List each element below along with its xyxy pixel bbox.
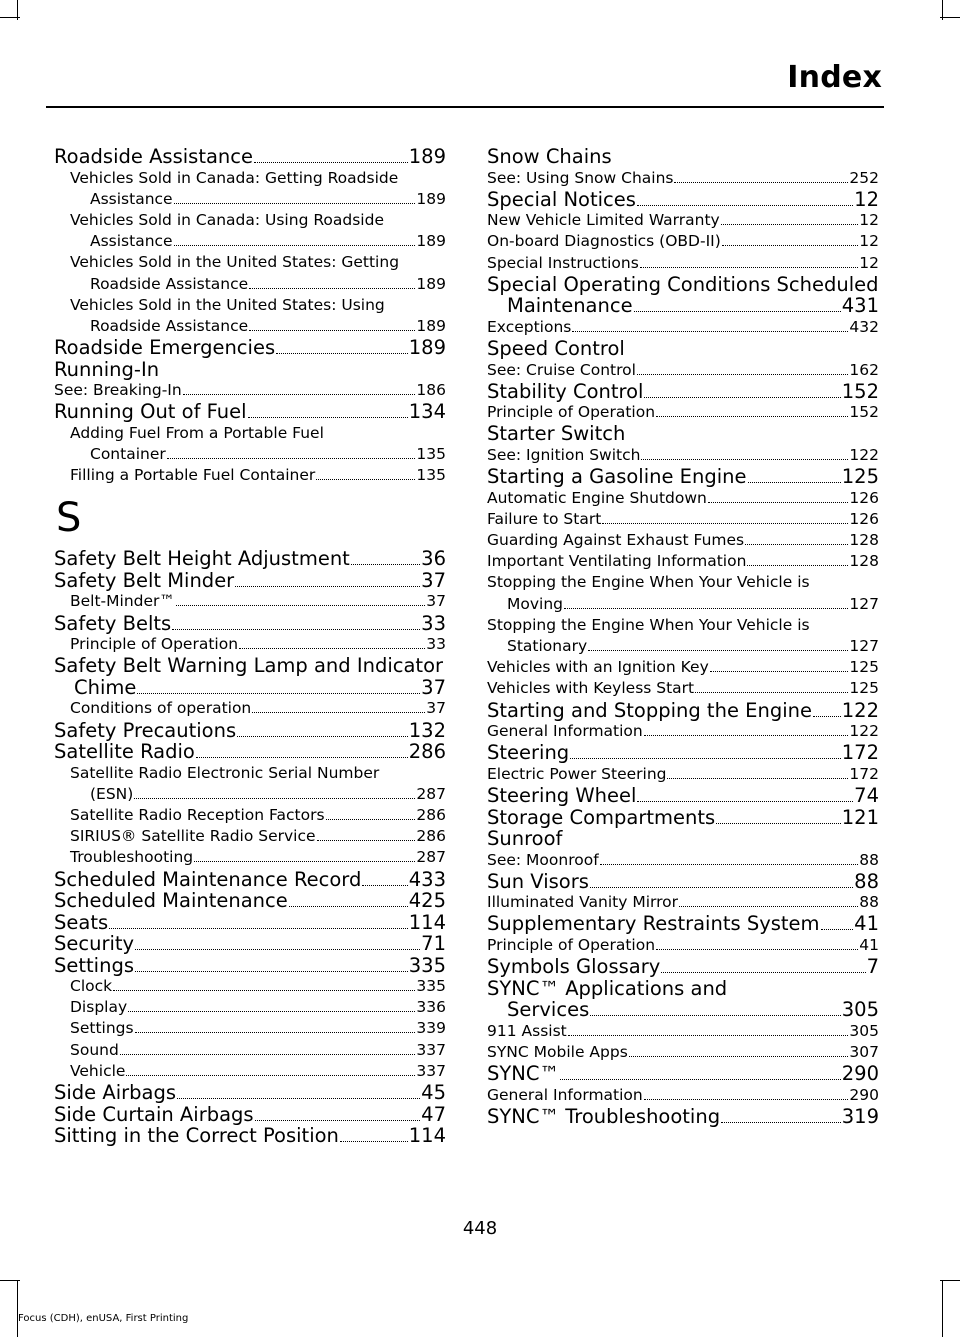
index-subentry[interactable]: Satellite Radio Electronic Serial Number (ESN) 287 bbox=[70, 763, 446, 803]
index-subentry[interactable]: Sound 337 bbox=[70, 1040, 446, 1059]
index-entry[interactable]: SYNC™ 290 bbox=[487, 1062, 879, 1086]
index-subentry[interactable]: Filling a Portable Fuel Container 135 bbox=[70, 466, 446, 485]
index-subentry[interactable]: Vehicles Sold in Canada: Using Roadside Assistance 189 bbox=[70, 210, 446, 251]
index-column-left bbox=[54, 146, 446, 1147]
index-subentry[interactable]: Principle of Operation 33 bbox=[70, 635, 446, 654]
index-subentry[interactable]: On-board Diagnostics (OBD-II) 12 bbox=[487, 232, 879, 251]
index-entry[interactable]: Security 71 bbox=[54, 932, 446, 956]
index-subentry[interactable]: Principle of Operation 152 bbox=[487, 403, 879, 422]
index-entry[interactable]: Scheduled Maintenance Record 433 bbox=[54, 867, 446, 891]
index-subentry[interactable]: Special Instructions 12 bbox=[487, 253, 879, 272]
index-entry: Running-In bbox=[54, 357, 160, 381]
index-subentry[interactable]: Settings 339 bbox=[70, 1019, 446, 1038]
index-subentry[interactable]: See: Cruise Control 162 bbox=[487, 360, 879, 379]
index-subentry[interactable]: Conditions of operation 37 bbox=[70, 699, 446, 718]
page-title: Index bbox=[787, 60, 882, 95]
index-entry[interactable]: Scheduled Maintenance 425 bbox=[54, 889, 446, 913]
index-subentry[interactable]: SYNC Mobile Apps 307 bbox=[487, 1042, 879, 1061]
index-entry[interactable]: Storage Compartments 121 bbox=[487, 805, 879, 829]
crop-mark bbox=[942, 1280, 943, 1337]
index-entry[interactable]: Special Operating Conditions Scheduled Maintenance 431 bbox=[487, 272, 879, 318]
index-subentry[interactable]: See: Breaking-In 186 bbox=[54, 381, 446, 400]
index-subentry[interactable]: Principle of Operation 41 bbox=[487, 935, 879, 954]
index-entry[interactable]: Sitting in the Correct Position 114 bbox=[54, 1124, 446, 1148]
index-subentry[interactable]: Important Ventilating Information 128 bbox=[487, 552, 879, 571]
index-subentry[interactable]: Vehicles with Keyless Start 125 bbox=[487, 679, 879, 698]
index-entry[interactable]: Starting and Stopping the Engine 122 bbox=[487, 698, 879, 722]
index-entry[interactable]: Roadside Assistance 189 bbox=[54, 145, 446, 168]
index-subentry[interactable]: See: Ignition Switch 122 bbox=[487, 445, 879, 464]
index-subentry[interactable]: Clock 335 bbox=[70, 977, 446, 996]
index-subentry[interactable]: Illuminated Vanity Mirror 88 bbox=[487, 893, 879, 912]
index-subentry[interactable]: Display 336 bbox=[70, 998, 446, 1017]
index-subentry[interactable]: Vehicles with an Ignition Key 125 bbox=[487, 658, 879, 677]
index-entry[interactable]: Safety Belt Minder 37 bbox=[54, 568, 446, 592]
index-subentry[interactable]: Exceptions 432 bbox=[487, 317, 879, 336]
header-divider bbox=[46, 106, 884, 108]
index-entry[interactable]: Seats 114 bbox=[54, 910, 446, 934]
footer-edition: Focus (CDH), enUSA, First Printing bbox=[18, 1313, 189, 1324]
index-subentry[interactable]: Vehicles Sold in Canada: Getting Roadside Assistance 189 bbox=[70, 168, 446, 208]
index-subentry[interactable]: Vehicles Sold in the United States: Getting Roadside Assistance 189 bbox=[70, 253, 446, 293]
index-subentry[interactable]: Electric Power Steering 172 bbox=[487, 764, 879, 783]
index-subentry[interactable]: Adding Fuel From a Portable Fuel Container 135 bbox=[70, 423, 446, 464]
index-subentry[interactable]: SIRIUS® Satellite Radio Service 286 bbox=[70, 827, 446, 846]
index-subentry[interactable]: General Information 122 bbox=[487, 722, 879, 741]
index-entry[interactable]: Safety Belt Height Adjustment 36 bbox=[54, 547, 446, 571]
index-subentry[interactable]: General Information 290 bbox=[487, 1085, 879, 1104]
index-entry[interactable]: Special Notices 12 bbox=[487, 187, 879, 211]
index-entry: Sunroof bbox=[487, 827, 563, 851]
index-entry[interactable]: Starting a Gasoline Engine 125 bbox=[487, 465, 879, 489]
index-entry[interactable]: Safety Belt Warning Lamp and Indicator Chime 37 bbox=[54, 654, 446, 699]
index-entry[interactable]: Safety Precautions 132 bbox=[54, 718, 446, 742]
index-subentry[interactable]: 911 Assist 305 bbox=[487, 1021, 879, 1040]
index-subentry[interactable]: Belt-Minder™ 37 bbox=[70, 592, 446, 611]
index-subentry[interactable]: See: Using Snow Chains 252 bbox=[487, 168, 879, 187]
index-entry[interactable]: SYNC™ Applications and Services 305 bbox=[487, 976, 879, 1022]
crop-mark bbox=[0, 1280, 20, 1281]
index-entry[interactable]: Symbols Glossary 7 bbox=[487, 955, 879, 979]
index-subentry[interactable]: Stopping the Engine When Your Vehicle is Stationary 127 bbox=[487, 615, 879, 656]
index-entry[interactable]: Safety Belts 33 bbox=[54, 611, 446, 635]
crop-mark bbox=[0, 17, 20, 18]
index-subentry[interactable]: New Vehicle Limited Warranty 12 bbox=[487, 211, 879, 230]
index-entry: Speed Control bbox=[487, 337, 625, 361]
index-subentry[interactable]: Vehicles Sold in the United States: Using Roadside Assistance 189 bbox=[70, 295, 446, 335]
section-letter: S bbox=[56, 495, 82, 542]
index-entry[interactable]: Side Airbags 45 bbox=[54, 1081, 446, 1105]
index-entry[interactable]: Side Curtain Airbags 47 bbox=[54, 1102, 446, 1126]
index-entry[interactable]: Steering Wheel 74 bbox=[487, 784, 879, 808]
index-subentry[interactable]: Automatic Engine Shutdown 126 bbox=[487, 488, 879, 507]
index-subentry[interactable]: See: Moonroof 88 bbox=[487, 850, 879, 869]
index-entry[interactable]: Supplementary Restraints System 41 bbox=[487, 912, 879, 936]
index-entry[interactable]: Steering 172 bbox=[487, 741, 879, 765]
index-entry[interactable]: Settings 335 bbox=[54, 953, 446, 977]
crop-mark bbox=[940, 1280, 960, 1281]
crop-mark bbox=[940, 17, 960, 18]
index-entry[interactable]: SYNC™ Troubleshooting 319 bbox=[487, 1104, 879, 1128]
crop-mark bbox=[17, 1280, 18, 1337]
index-subentry[interactable]: Stopping the Engine When Your Vehicle is Moving 127 bbox=[487, 573, 879, 613]
index-subentry[interactable]: Vehicle 337 bbox=[70, 1061, 446, 1080]
index-entry[interactable]: Sun Visors 88 bbox=[487, 869, 879, 893]
index-entry[interactable]: Satellite Radio 286 bbox=[54, 740, 446, 764]
index-subentry[interactable]: Satellite Radio Reception Factors 286 bbox=[70, 805, 446, 824]
index-entry[interactable]: Running Out of Fuel 134 bbox=[54, 400, 446, 424]
index-entry[interactable]: Stability Control 152 bbox=[487, 379, 879, 403]
index-entry: Starter Switch bbox=[487, 422, 626, 446]
index-subentry[interactable]: Failure to Start 126 bbox=[487, 509, 879, 528]
page-number: 448 bbox=[462, 1218, 498, 1239]
index-entry[interactable]: Roadside Emergencies 189 bbox=[54, 336, 446, 360]
index-column-right bbox=[487, 146, 879, 1127]
index-entry: Snow Chains bbox=[487, 145, 612, 168]
index-subentry[interactable]: Troubleshooting 287 bbox=[70, 848, 446, 867]
index-subentry[interactable]: Guarding Against Exhaust Fumes 128 bbox=[487, 531, 879, 550]
